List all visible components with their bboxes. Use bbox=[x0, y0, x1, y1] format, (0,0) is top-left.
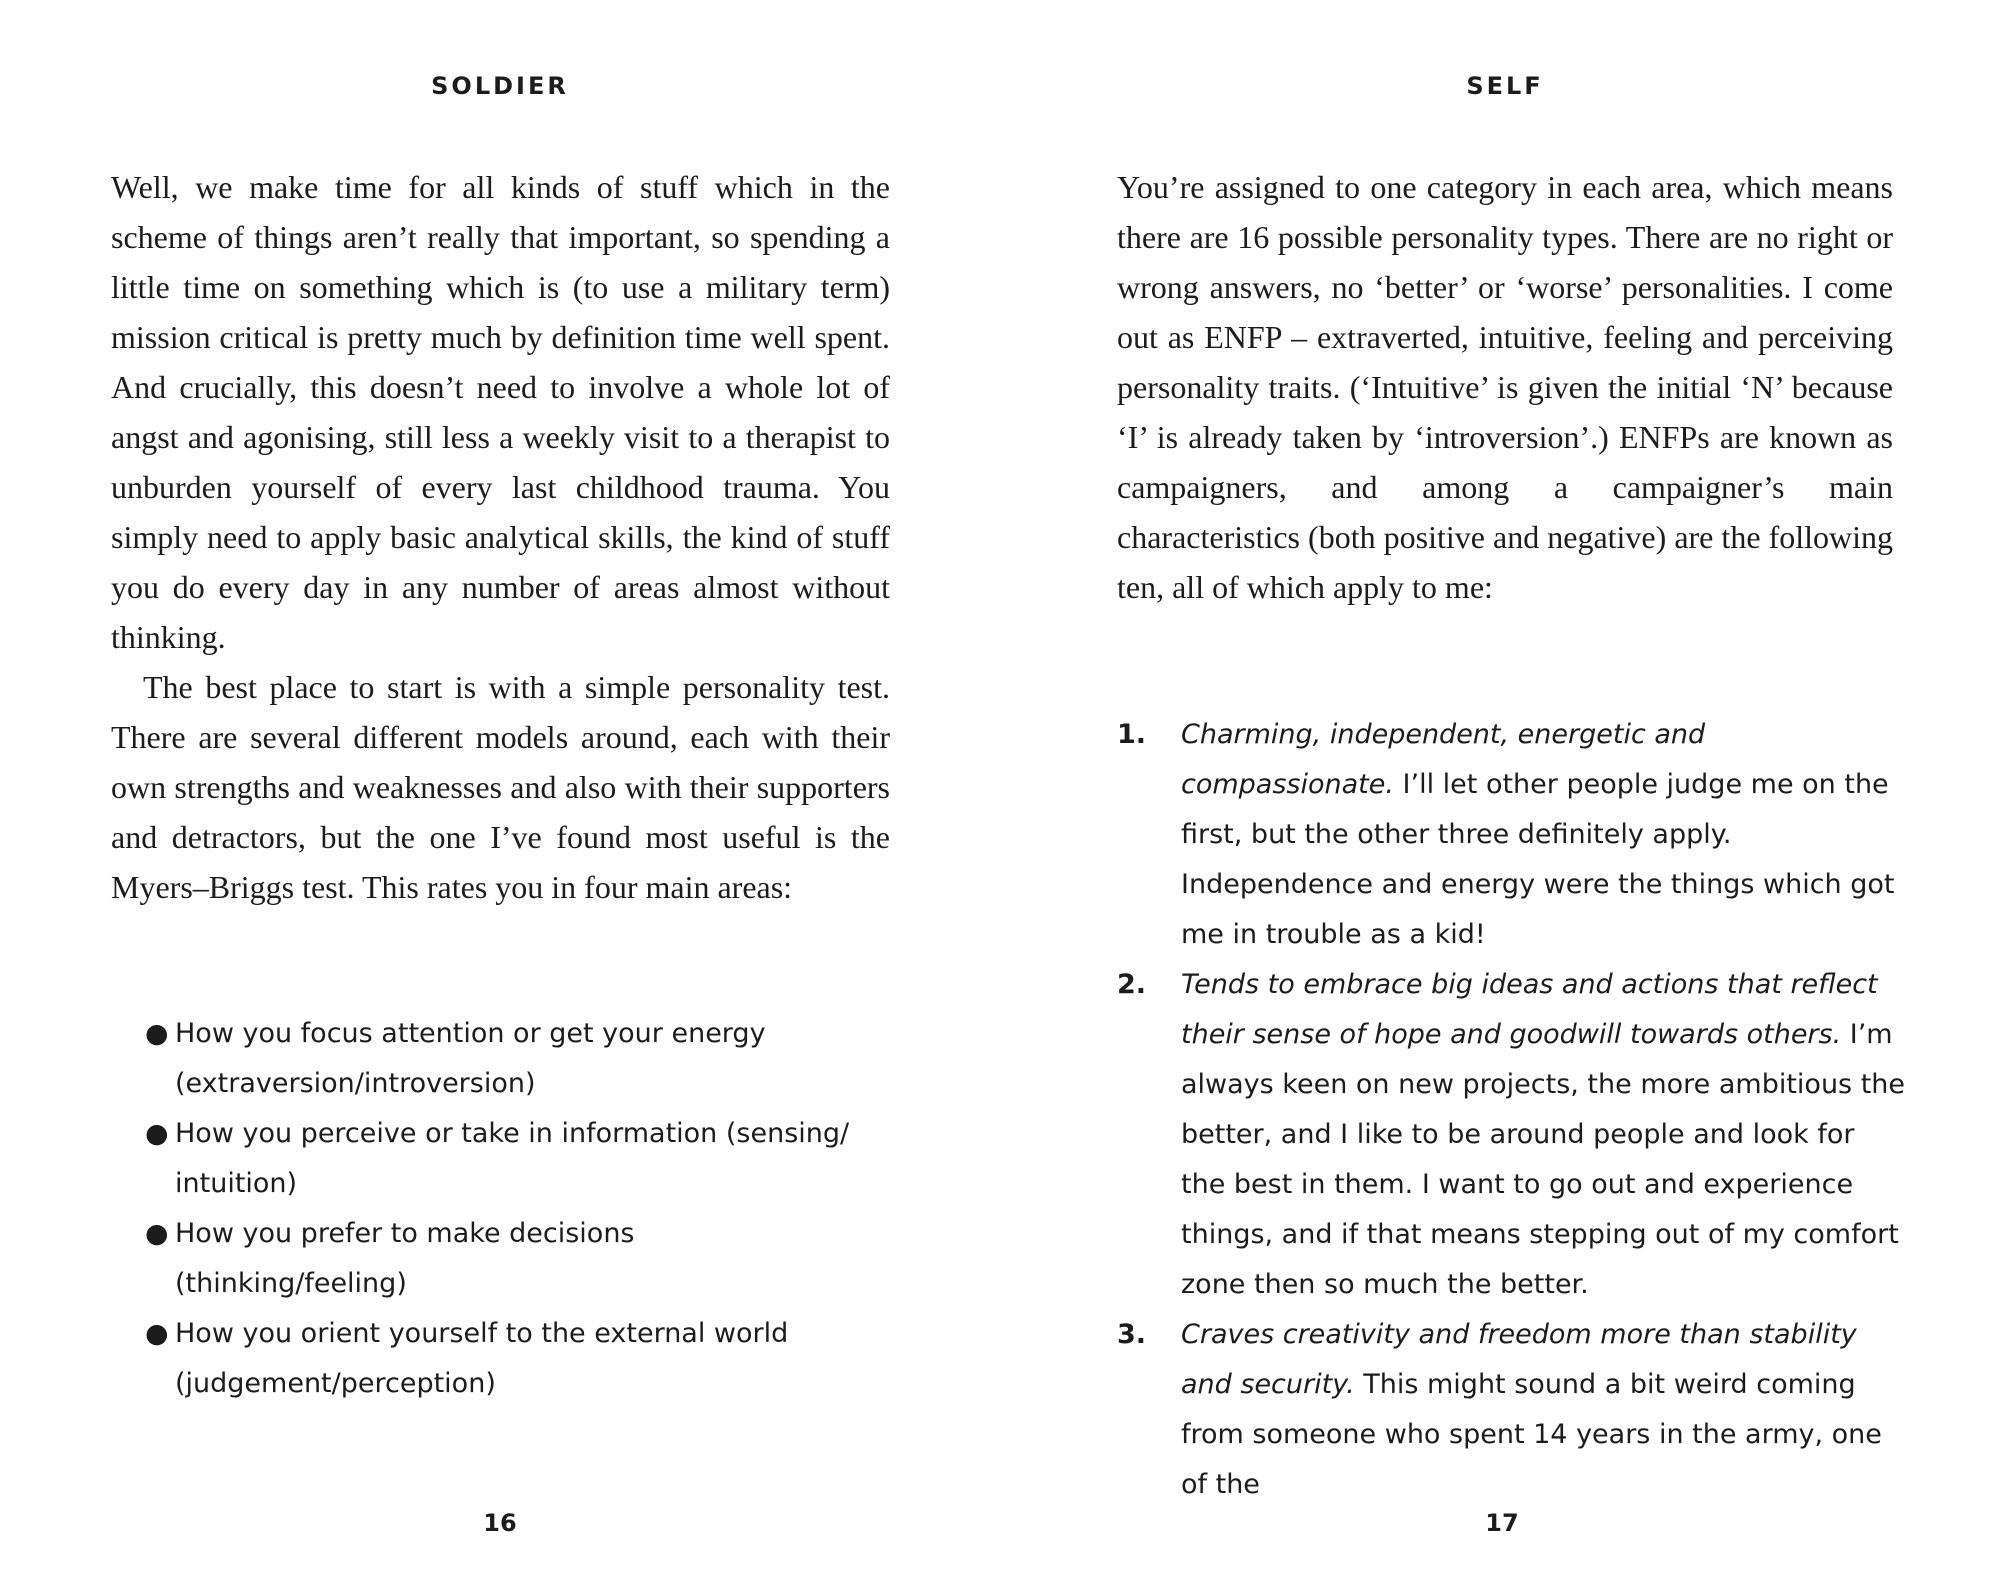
list-item-text: How you prefer to make decisions (thinking/feeling) bbox=[175, 1218, 635, 1299]
right-page bbox=[1000, 0, 2000, 1593]
list-number: 1. bbox=[1117, 719, 1147, 750]
item-body: This might sound a bit weird coming from someone who spent 14 years in the army, one of the bbox=[1181, 1369, 1882, 1500]
bullet-icon: ● bbox=[145, 1018, 169, 1049]
list-item bbox=[1117, 960, 1907, 1310]
numbered-list bbox=[1117, 710, 1907, 1510]
paragraph: The best place to start is with a simple personality test. There are several different models around, each with their own strengths and weaknesses and also with their supporters and detractors, but the one I’ve found most useful is the Myers–Briggs test. This rates you in four main areas: bbox=[111, 669, 890, 905]
bullet-list bbox=[145, 1009, 865, 1409]
list-number: 3. bbox=[1117, 1319, 1147, 1350]
bullet-icon: ● bbox=[145, 1318, 169, 1349]
left-body-text bbox=[111, 162, 890, 912]
paragraph: You’re assigned to one category in each area, which means there are 16 possible personality types. There are no right or wrong answers, no ‘better’ or ‘worse’ personalities. I come out as ENFP – extraverted, intuitive, feeling and perceiving personality traits. (‘Intuitive’ is given the initial ‘N’ because ‘I’ is already taken by ‘introversion’.) ENFPs are known as campaigners, and among a campaigner’s main characteristics (both positive and negative) are the following ten, all of which apply to me: bbox=[1117, 169, 1893, 605]
running-head-right: SELF bbox=[1466, 72, 1544, 100]
item-body: I’ll let other people judge me on the first, but the other three definitely apply. Independence and energy were the things which got me in trouble as a kid! bbox=[1181, 769, 1895, 950]
list-item-text: How you orient yourself to the external world (judgement/perception) bbox=[175, 1318, 789, 1399]
list-item-text: How you focus attention or get your energy (extraversion/introversion) bbox=[175, 1018, 766, 1099]
list-item bbox=[1117, 1310, 1907, 1510]
list-item bbox=[1117, 710, 1907, 960]
page-number-right: 17 bbox=[1485, 1509, 1519, 1537]
paragraph: Well, we make time for all kinds of stuff which in the scheme of things aren’t really that important, so spending a little time on something which is (to use a military term) mission critical is pretty much by definition time well spent. And crucially, this doesn’t need to involve a whole lot of angst and agonising, still less a weekly visit to a therapist to unburden yourself of every last childhood trauma. You simply need to apply basic analytical skills, the kind of stuff you do every day in any number of areas almost without thinking. bbox=[111, 169, 890, 655]
running-head-left: SOLDIER bbox=[431, 72, 569, 100]
list-item bbox=[145, 1109, 865, 1209]
list-item-text: How you perceive or take in information (sensing/ intuition) bbox=[175, 1118, 850, 1199]
list-item bbox=[145, 1209, 865, 1309]
list-item bbox=[145, 1009, 865, 1109]
item-heading: Charming, independent, energetic and compassionate. bbox=[1181, 719, 1706, 800]
item-heading: Tends to embrace big ideas and actions that reflect their sense of hope and goodwill towards others. bbox=[1181, 969, 1878, 1050]
list-number: 2. bbox=[1117, 969, 1147, 1000]
page-number-left: 16 bbox=[483, 1509, 517, 1537]
item-body: I’m always keen on new projects, the more ambitious the better, and I like to be around people and look for the best in them. I want to go out and experience things, and if that means stepping out of my comfort zone then so much the better. bbox=[1181, 1019, 1906, 1300]
item-heading: Craves creativity and freedom more than stability and security. bbox=[1181, 1319, 1857, 1400]
right-body-text bbox=[1117, 162, 1893, 612]
bullet-icon: ● bbox=[145, 1118, 169, 1149]
list-item bbox=[145, 1309, 865, 1409]
bullet-icon: ● bbox=[145, 1218, 169, 1249]
